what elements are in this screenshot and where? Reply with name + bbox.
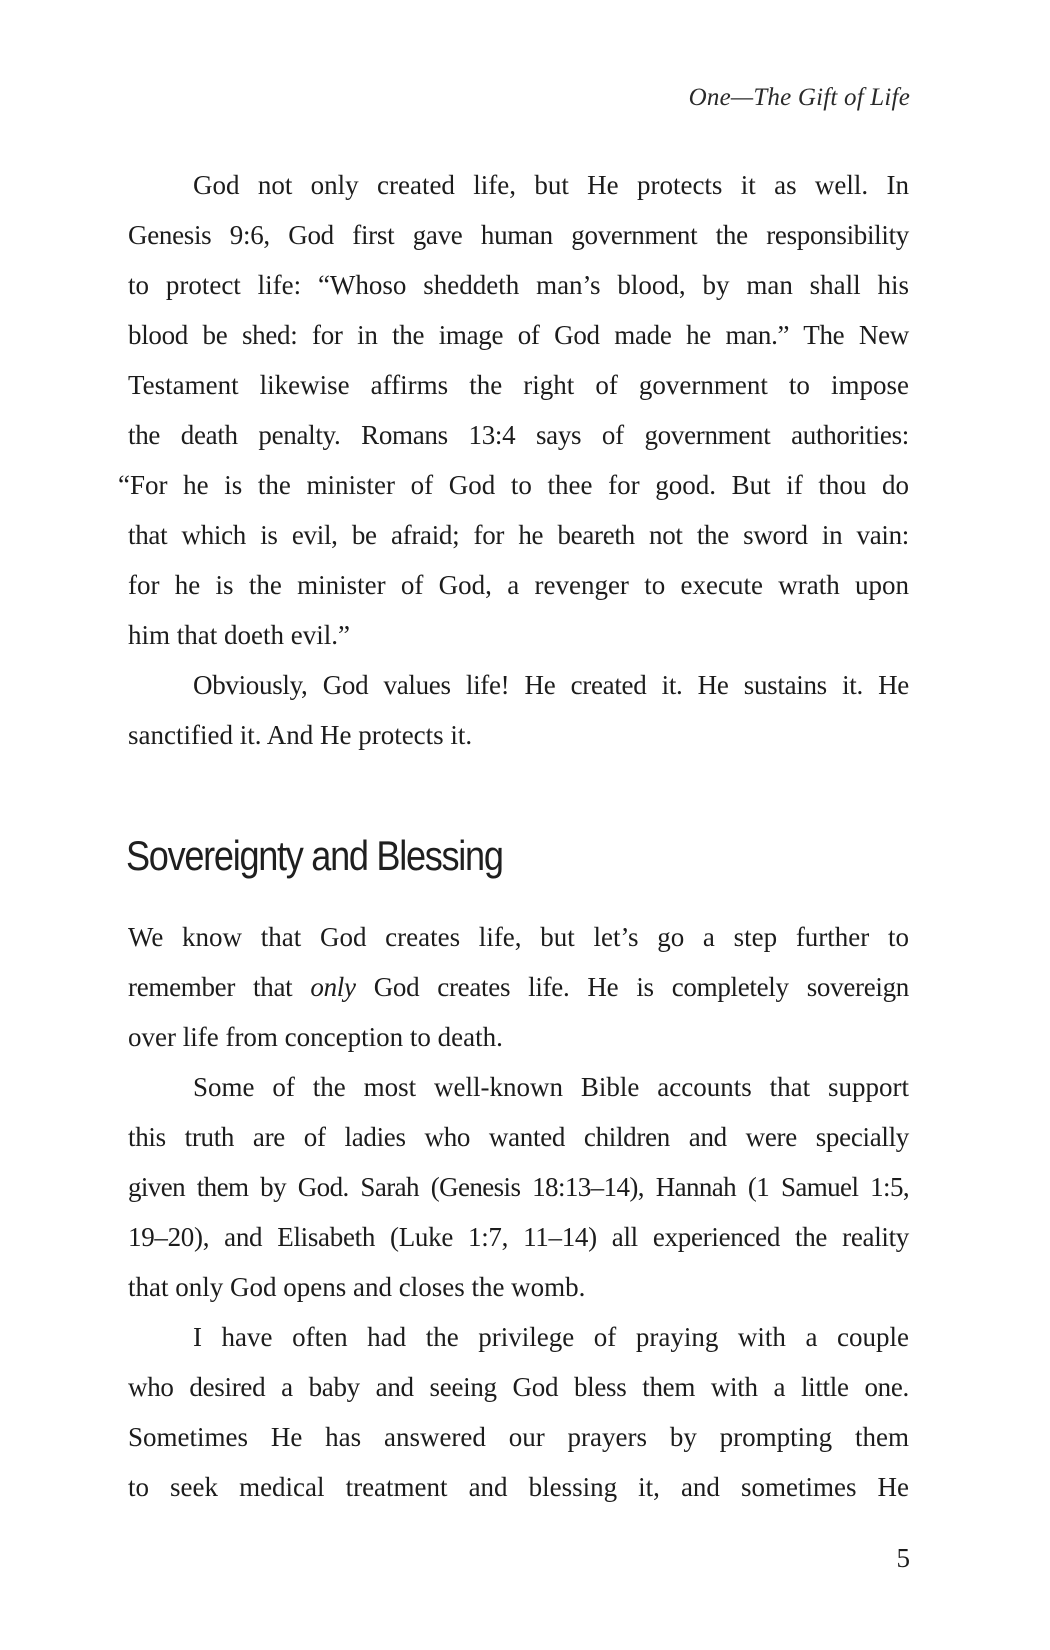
- text-line: given them by God. Sarah (Genesis 18:13–14), Hannah (1 Samuel 1:5,: [128, 1172, 909, 1202]
- text-line: Testament likewise affirms the right of government to impose: [128, 370, 909, 400]
- running-head: One—The Gift of Life: [688, 84, 910, 111]
- text-line: who desired a baby and seeing God bless them with a little one.: [128, 1372, 909, 1402]
- text-line: the death penalty. Romans 13:4 says of government authorities:: [128, 420, 909, 450]
- page-number: 5: [896, 1543, 910, 1573]
- text-line: to seek medical treatment and blessing it, and sometimes He: [128, 1472, 909, 1502]
- paragraph: [128, 912, 909, 1062]
- text-line: Some of the most well-known Bible accounts that support: [193, 1072, 909, 1102]
- emphasis-text: only: [310, 972, 356, 1002]
- text-line: sanctified it. And He protects it.: [128, 720, 473, 750]
- section-1-body: [118, 160, 909, 760]
- text-line-with-emphasis: [128, 962, 909, 1012]
- text-line: blood be shed: for in the image of God made he man.” The New: [128, 320, 909, 350]
- text-line: Genesis 9:6, God first gave human government the responsibility: [128, 220, 909, 250]
- section-2-body: [128, 912, 909, 1512]
- text-line: Obviously, God values life! He created it. He sustains it. He: [193, 670, 909, 700]
- text-run: remember that: [128, 972, 311, 1002]
- paragraph: [128, 1062, 909, 1312]
- text-line: that only God opens and closes the womb.: [128, 1272, 586, 1302]
- text-line: to protect life: “Whoso sheddeth man’s blood, by man shall his: [128, 270, 909, 300]
- paragraph: [118, 160, 909, 660]
- text-line: him that doeth evil.”: [128, 620, 350, 650]
- section-heading: Sovereignty and Blessing: [126, 832, 503, 879]
- text-run: God creates life. He is completely sovereign: [355, 972, 909, 1002]
- text-line: that which is evil, be afraid; for he beareth not the sword in vain:: [128, 520, 909, 550]
- text-line: over life from conception to death.: [128, 1022, 503, 1052]
- text-line: 19–20), and Elisabeth (Luke 1:7, 11–14) all experienced the reality: [128, 1222, 909, 1252]
- text-line: this truth are of ladies who wanted children and were specially: [128, 1122, 909, 1152]
- text-line: God not only created life, but He protects it as well. In: [193, 170, 909, 200]
- text-line: for he is the minister of God, a revenger to execute wrath upon: [128, 570, 909, 600]
- text-line: “For he is the minister of God to thee for good. But if thou do: [118, 470, 909, 500]
- paragraph: [128, 1312, 909, 1512]
- text-line: We know that God creates life, but let’s go a step further to: [128, 922, 909, 952]
- paragraph: [128, 660, 909, 760]
- text-line: Sometimes He has answered our prayers by prompting them: [128, 1422, 909, 1452]
- text-line: I have often had the privilege of praying with a couple: [193, 1322, 909, 1352]
